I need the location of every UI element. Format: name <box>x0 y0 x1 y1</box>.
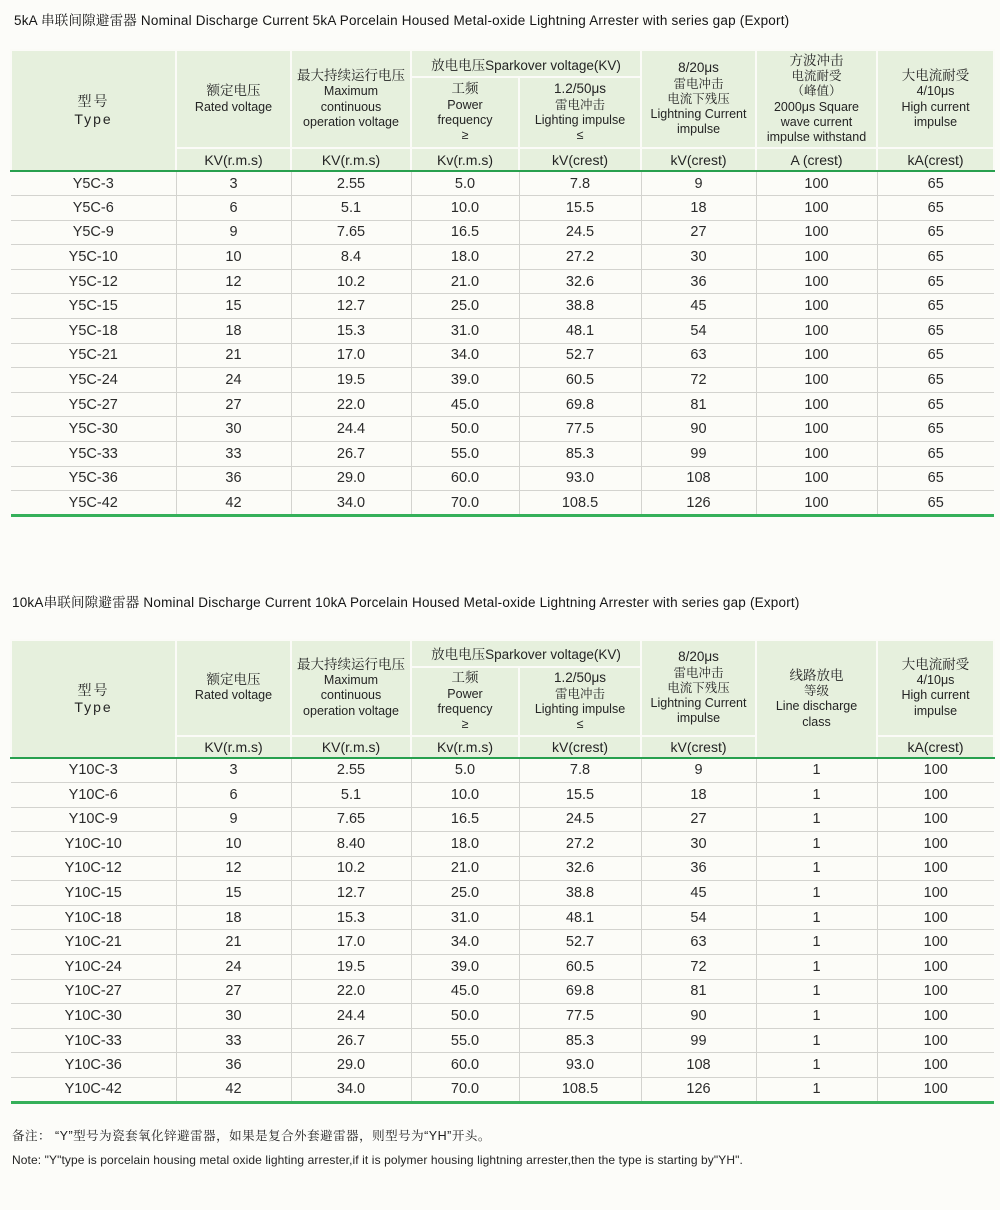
table-cell: 30 <box>641 245 756 270</box>
table-cell: 7.8 <box>519 758 641 783</box>
table-cell: Y10C-18 <box>11 905 176 930</box>
table-cell: 50.0 <box>411 417 519 442</box>
table-cell: 1 <box>756 979 877 1004</box>
table-cell: 65 <box>877 343 994 368</box>
unit-rated-voltage: KV(r.m.s) <box>176 736 291 758</box>
table-cell: 39.0 <box>411 955 519 980</box>
table-cell: 45 <box>641 294 756 319</box>
table-row <box>11 196 994 221</box>
table-cell: 60.5 <box>519 955 641 980</box>
unit-residual-voltage: kV(crest) <box>641 148 756 171</box>
table-cell: 55.0 <box>411 442 519 467</box>
table-cell: 27 <box>176 392 291 417</box>
table-cell: 77.5 <box>519 417 641 442</box>
col-header-type: 型号 Type <box>11 640 176 758</box>
table-row <box>11 1028 994 1053</box>
table-cell: 65 <box>877 466 994 491</box>
table-row <box>11 343 994 368</box>
table-cell: 26.7 <box>291 442 411 467</box>
col-header-sparkover-group: 放电电压Sparkover voltage(KV) <box>411 640 641 667</box>
table-cell: 108.5 <box>519 1078 641 1103</box>
table-cell: 18 <box>176 319 291 344</box>
table-cell: 65 <box>877 319 994 344</box>
table-cell: 3 <box>176 171 291 196</box>
unit-square-wave: A (crest) <box>756 148 877 171</box>
table-cell: 5.0 <box>411 758 519 783</box>
table-cell: 5.1 <box>291 782 411 807</box>
unit-residual-voltage: kV(crest) <box>641 736 756 758</box>
table-row <box>11 856 994 881</box>
table-cell: 126 <box>641 1078 756 1103</box>
table-cell: Y10C-36 <box>11 1053 176 1078</box>
table-row <box>11 1078 994 1103</box>
table-cell: 100 <box>877 905 994 930</box>
table-cell: 12.7 <box>291 881 411 906</box>
table-row <box>11 417 994 442</box>
table-cell: 100 <box>877 758 994 783</box>
col-header-power-frequency: 工频 Power frequency ≥ <box>411 77 519 148</box>
table-cell: 39.0 <box>411 368 519 393</box>
table-cell: 85.3 <box>519 1028 641 1053</box>
table-cell: 2.55 <box>291 758 411 783</box>
table-cell: 65 <box>877 269 994 294</box>
table-cell: 16.5 <box>411 807 519 832</box>
table-cell: 48.1 <box>519 905 641 930</box>
table-cell: Y10C-10 <box>11 832 176 857</box>
table-cell: Y5C-12 <box>11 269 176 294</box>
table-cell: 15.3 <box>291 905 411 930</box>
table-cell: 60.0 <box>411 466 519 491</box>
table-cell: 15 <box>176 881 291 906</box>
table-cell: 100 <box>877 856 994 881</box>
table-cell: 22.0 <box>291 392 411 417</box>
table-cell: 27 <box>641 807 756 832</box>
table-cell: 19.5 <box>291 955 411 980</box>
table-cell: 15.5 <box>519 782 641 807</box>
table-cell: 54 <box>641 905 756 930</box>
table-cell: 1 <box>756 832 877 857</box>
table-cell: 126 <box>641 491 756 516</box>
table-cell: 100 <box>756 466 877 491</box>
table-cell: 24.5 <box>519 807 641 832</box>
table-cell: 6 <box>176 196 291 221</box>
table-cell: 60.5 <box>519 368 641 393</box>
table-cell: 18.0 <box>411 832 519 857</box>
table-cell: 36 <box>641 269 756 294</box>
table1-title: 5kA 串联间隙避雷器 Nominal Discharge Current 5kA Porcelain Housed Metal-oxide Lightning Arrester with series gap (Export) <box>14 13 790 28</box>
table-cell: 1 <box>756 881 877 906</box>
table-cell: Y5C-33 <box>11 442 176 467</box>
table-cell: 38.8 <box>519 294 641 319</box>
table-cell: 65 <box>877 245 994 270</box>
table2-header <box>11 640 994 758</box>
table-cell: 42 <box>176 491 291 516</box>
table-cell: 36 <box>176 1053 291 1078</box>
table-cell: 60.0 <box>411 1053 519 1078</box>
table-cell: 9 <box>176 220 291 245</box>
table-cell: 30 <box>176 417 291 442</box>
table-cell: Y5C-9 <box>11 220 176 245</box>
table-cell: 65 <box>877 442 994 467</box>
table-cell: 18.0 <box>411 245 519 270</box>
table-cell: 50.0 <box>411 1004 519 1029</box>
table-cell: 7.65 <box>291 807 411 832</box>
table-cell: 81 <box>641 392 756 417</box>
table-row <box>11 1053 994 1078</box>
table-cell: 65 <box>877 392 994 417</box>
table-row <box>11 1004 994 1029</box>
table-cell: Y10C-9 <box>11 807 176 832</box>
table-row <box>11 881 994 906</box>
table-row <box>11 905 994 930</box>
table-row <box>11 979 994 1004</box>
table-row <box>11 491 994 516</box>
unit-rated-voltage: KV(r.m.s) <box>176 148 291 171</box>
table-cell: 15.3 <box>291 319 411 344</box>
table-cell: 100 <box>756 220 877 245</box>
col-header-rated-voltage: 额定电压 Rated voltage <box>176 50 291 148</box>
table-cell: 70.0 <box>411 491 519 516</box>
table-cell: 10 <box>176 245 291 270</box>
table-cell: Y10C-27 <box>11 979 176 1004</box>
table-cell: 100 <box>877 1053 994 1078</box>
table-cell: 24.4 <box>291 417 411 442</box>
col-header-sparkover-group: 放电电压Sparkover voltage(KV) <box>411 50 641 77</box>
table-cell: 12.7 <box>291 294 411 319</box>
table-cell: 69.8 <box>519 392 641 417</box>
table-cell: 15.5 <box>519 196 641 221</box>
table-cell: 30 <box>641 832 756 857</box>
table-cell: 55.0 <box>411 1028 519 1053</box>
table-cell: 90 <box>641 1004 756 1029</box>
table-cell: 100 <box>877 1078 994 1103</box>
table-cell: 7.8 <box>519 171 641 196</box>
col-header-type: 型号 Type <box>11 50 176 171</box>
table-cell: 27 <box>641 220 756 245</box>
table-cell: 21.0 <box>411 856 519 881</box>
table-cell: 100 <box>877 807 994 832</box>
table-cell: 9 <box>641 171 756 196</box>
table-row <box>11 807 994 832</box>
table-row <box>11 245 994 270</box>
table-cell: 34.0 <box>291 491 411 516</box>
table-cell: 21 <box>176 343 291 368</box>
table-cell: 29.0 <box>291 466 411 491</box>
table-row <box>11 832 994 857</box>
table-cell: 85.3 <box>519 442 641 467</box>
col-header-residual-voltage: 8/20μs 雷电冲击 电流下残压 Lightning Current impulse <box>641 50 756 148</box>
table-row <box>11 442 994 467</box>
table-cell: 100 <box>756 294 877 319</box>
table-cell: 10 <box>176 832 291 857</box>
note-chinese: 备注： “Y”型号为瓷套氧化锌避雷器，如果是复合外套避雷器，则型号为“YH”开头。 <box>12 1128 491 1143</box>
table-cell: Y10C-33 <box>11 1028 176 1053</box>
table-cell: 100 <box>877 979 994 1004</box>
col-header-rated-voltage: 额定电压 Rated voltage <box>176 640 291 736</box>
table-cell: 10.2 <box>291 269 411 294</box>
table-cell: Y10C-6 <box>11 782 176 807</box>
unit-mcov: KV(r.m.s) <box>291 736 411 758</box>
table-cell: 18 <box>176 905 291 930</box>
table-cell: 31.0 <box>411 905 519 930</box>
table-cell: 24 <box>176 955 291 980</box>
table-cell: Y10C-15 <box>11 881 176 906</box>
table-cell: 29.0 <box>291 1053 411 1078</box>
table-cell: 100 <box>756 319 877 344</box>
table-cell: 1 <box>756 807 877 832</box>
table-cell: 7.65 <box>291 220 411 245</box>
table-cell: 100 <box>877 782 994 807</box>
table-cell: 36 <box>176 466 291 491</box>
table-cell: Y5C-6 <box>11 196 176 221</box>
table-cell: 99 <box>641 1028 756 1053</box>
table-cell: 32.6 <box>519 856 641 881</box>
table-cell: 108 <box>641 466 756 491</box>
table-cell: 34.0 <box>411 343 519 368</box>
table-cell: 17.0 <box>291 343 411 368</box>
table-cell: Y10C-30 <box>11 1004 176 1029</box>
unit-lightning-impulse: kV(crest) <box>519 148 641 171</box>
table-cell: Y10C-12 <box>11 856 176 881</box>
unit-power-frequency: Kv(r.m.s) <box>411 736 519 758</box>
table-row <box>11 930 994 955</box>
table-cell: 72 <box>641 368 756 393</box>
table-cell: 108.5 <box>519 491 641 516</box>
table-cell: 1 <box>756 782 877 807</box>
table-row <box>11 955 994 980</box>
table-cell: 54 <box>641 319 756 344</box>
table-cell: 9 <box>176 807 291 832</box>
table-cell: 18 <box>641 196 756 221</box>
table-cell: 1 <box>756 1004 877 1029</box>
table-cell: 48.1 <box>519 319 641 344</box>
table-cell: Y5C-30 <box>11 417 176 442</box>
table-cell: 90 <box>641 417 756 442</box>
table-cell: 1 <box>756 1053 877 1078</box>
table-cell: 10.0 <box>411 196 519 221</box>
table-cell: 65 <box>877 220 994 245</box>
table-5ka <box>10 49 995 517</box>
table-cell: 8.40 <box>291 832 411 857</box>
table-cell: 63 <box>641 930 756 955</box>
table-cell: 5.0 <box>411 171 519 196</box>
col-header-power-frequency: 工频 Power frequency ≥ <box>411 667 519 736</box>
table-cell: Y5C-15 <box>11 294 176 319</box>
table-cell: 8.4 <box>291 245 411 270</box>
table-cell: Y5C-18 <box>11 319 176 344</box>
table-cell: 3 <box>176 758 291 783</box>
table-row <box>11 758 994 783</box>
table-cell: 100 <box>756 392 877 417</box>
note-english: Note: "Y"type is porcelain housing metal oxide lighting arrester,if it is polymer housing lightning arrester,then the type is starting by"YH". <box>12 1152 743 1167</box>
footnotes <box>12 1126 1000 1167</box>
table-cell: 34.0 <box>411 930 519 955</box>
table-cell: 100 <box>756 417 877 442</box>
table2-body <box>11 758 994 1102</box>
col-header-square-wave: 方波冲击 电流耐受 （峰值） 2000μs Square wave current impulse withstand <box>756 50 877 148</box>
table-cell: 1 <box>756 1078 877 1103</box>
table-cell: 100 <box>756 269 877 294</box>
table-cell: 1 <box>756 856 877 881</box>
table-cell: Y10C-3 <box>11 758 176 783</box>
table-cell: 100 <box>877 1028 994 1053</box>
table-cell: 22.0 <box>291 979 411 1004</box>
table-cell: Y5C-27 <box>11 392 176 417</box>
table-row <box>11 782 994 807</box>
table-cell: Y10C-21 <box>11 930 176 955</box>
table-cell: 81 <box>641 979 756 1004</box>
table-cell: 1 <box>756 758 877 783</box>
table-cell: 108 <box>641 1053 756 1078</box>
table-cell: 27.2 <box>519 832 641 857</box>
table-cell: 65 <box>877 171 994 196</box>
table-cell: 100 <box>756 491 877 516</box>
table-cell: 65 <box>877 417 994 442</box>
table-cell: 26.7 <box>291 1028 411 1053</box>
table-cell: Y5C-21 <box>11 343 176 368</box>
table-cell: 52.7 <box>519 930 641 955</box>
table-cell: 45 <box>641 881 756 906</box>
table-cell: 5.1 <box>291 196 411 221</box>
table-cell: Y10C-24 <box>11 955 176 980</box>
table1-body <box>11 171 994 515</box>
table2-title: 10kA串联间隙避雷器 Nominal Discharge Current 10kA Porcelain Housed Metal-oxide Lightning Arrester with series gap (Export) <box>12 594 800 610</box>
table-row <box>11 269 994 294</box>
unit-power-frequency: Kv(r.m.s) <box>411 148 519 171</box>
table-cell: 6 <box>176 782 291 807</box>
col-header-lightning-impulse: 1.2/50μs 雷电冲击 Lighting impulse ≤ <box>519 667 641 736</box>
table-cell: 15 <box>176 294 291 319</box>
col-header-high-current: 大电流耐受 4/10μs High current impulse <box>877 50 994 148</box>
table-cell: 65 <box>877 491 994 516</box>
table-cell: Y5C-3 <box>11 171 176 196</box>
table-cell: 17.0 <box>291 930 411 955</box>
table-cell: Y5C-36 <box>11 466 176 491</box>
table-cell: 25.0 <box>411 881 519 906</box>
table-cell: 1 <box>756 905 877 930</box>
unit-high-current: kA(crest) <box>877 736 994 758</box>
table-row <box>11 319 994 344</box>
col-header-residual-voltage: 8/20μs 雷电冲击 电流下残压 Lightning Current impulse <box>641 640 756 736</box>
col-header-mcov: 最大持续运行电压 Maximum continuous operation voltage <box>291 640 411 736</box>
table-cell: 45.0 <box>411 979 519 1004</box>
table-cell: 65 <box>877 196 994 221</box>
table-cell: 1 <box>756 955 877 980</box>
col-header-line-discharge-class: 线路放电 等级 Line discharge class <box>756 640 877 758</box>
table-cell: 36 <box>641 856 756 881</box>
table-cell: 45.0 <box>411 392 519 417</box>
table-row <box>11 392 994 417</box>
table-cell: 65 <box>877 294 994 319</box>
table-cell: 52.7 <box>519 343 641 368</box>
table1-header <box>11 50 994 171</box>
table-cell: 100 <box>877 832 994 857</box>
table-cell: 21 <box>176 930 291 955</box>
unit-mcov: KV(r.m.s) <box>291 148 411 171</box>
table-cell: 63 <box>641 343 756 368</box>
col-header-lightning-impulse: 1.2/50μs 雷电冲击 Lighting impulse ≤ <box>519 77 641 148</box>
col-header-high-current: 大电流耐受 4/10μs High current impulse <box>877 640 994 736</box>
col-header-mcov: 最大持续运行电压 Maximum continuous operation voltage <box>291 50 411 148</box>
table-cell: 25.0 <box>411 294 519 319</box>
table-cell: 38.8 <box>519 881 641 906</box>
table-cell: 10.2 <box>291 856 411 881</box>
table-row <box>11 368 994 393</box>
table-cell: 100 <box>756 171 877 196</box>
table-cell: 93.0 <box>519 1053 641 1078</box>
table-cell: Y5C-24 <box>11 368 176 393</box>
unit-high-current: kA(crest) <box>877 148 994 171</box>
table-cell: 30 <box>176 1004 291 1029</box>
table-cell: 19.5 <box>291 368 411 393</box>
table-cell: Y10C-42 <box>11 1078 176 1103</box>
table-cell: 9 <box>641 758 756 783</box>
table-cell: 72 <box>641 955 756 980</box>
table-cell: 93.0 <box>519 466 641 491</box>
table-cell: 2.55 <box>291 171 411 196</box>
table-cell: 31.0 <box>411 319 519 344</box>
table-row <box>11 220 994 245</box>
table-row <box>11 294 994 319</box>
table-cell: Y5C-42 <box>11 491 176 516</box>
table-cell: 100 <box>756 343 877 368</box>
table-cell: 33 <box>176 1028 291 1053</box>
table-cell: 100 <box>756 368 877 393</box>
table-cell: 12 <box>176 856 291 881</box>
table-cell: 100 <box>756 442 877 467</box>
table-cell: 27 <box>176 979 291 1004</box>
table-cell: 24 <box>176 368 291 393</box>
table-cell: 21.0 <box>411 269 519 294</box>
table-10ka <box>10 639 995 1104</box>
table-cell: 100 <box>756 245 877 270</box>
table-row <box>11 466 994 491</box>
table-cell: 1 <box>756 930 877 955</box>
table-cell: 1 <box>756 1028 877 1053</box>
table-cell: 33 <box>176 442 291 467</box>
table-cell: 100 <box>877 1004 994 1029</box>
table-cell: 24.5 <box>519 220 641 245</box>
table-cell: 12 <box>176 269 291 294</box>
table-cell: 99 <box>641 442 756 467</box>
table-cell: 100 <box>877 955 994 980</box>
unit-lightning-impulse: kV(crest) <box>519 736 641 758</box>
table-cell: 77.5 <box>519 1004 641 1029</box>
table-cell: 100 <box>756 196 877 221</box>
table-cell: 10.0 <box>411 782 519 807</box>
table-cell: 32.6 <box>519 269 641 294</box>
table-cell: 100 <box>877 881 994 906</box>
table-row <box>11 171 994 196</box>
table-cell: 18 <box>641 782 756 807</box>
table-cell: 27.2 <box>519 245 641 270</box>
table-cell: 24.4 <box>291 1004 411 1029</box>
table-cell: 69.8 <box>519 979 641 1004</box>
table-cell: 42 <box>176 1078 291 1103</box>
table-cell: 34.0 <box>291 1078 411 1103</box>
table-cell: 100 <box>877 930 994 955</box>
table-cell: 16.5 <box>411 220 519 245</box>
table-cell: 65 <box>877 368 994 393</box>
table-cell: 70.0 <box>411 1078 519 1103</box>
table-cell: Y5C-10 <box>11 245 176 270</box>
